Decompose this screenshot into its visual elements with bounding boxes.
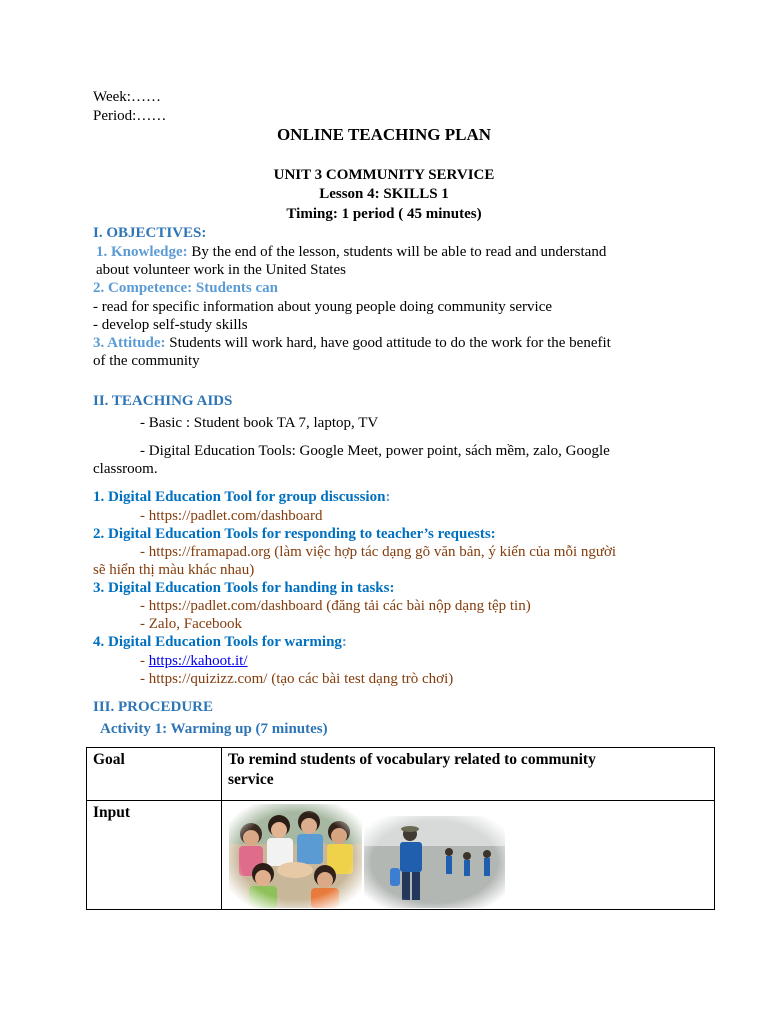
knowledge-text: By the end of the lesson, students will be able to read and understand (187, 244, 607, 260)
week-line: Week:…… (93, 89, 161, 105)
attitude-label: 3. Attitude: (93, 335, 166, 351)
timing-line: Timing: 1 period ( 45 minutes) (286, 206, 482, 222)
teaching-aids-heading: II. TEACHING AIDS (93, 393, 233, 409)
knowledge-line (96, 243, 606, 261)
volunteer-cleanup-photo (364, 816, 505, 908)
input-label: Input (93, 804, 131, 821)
children-group-image (229, 804, 362, 908)
page-title: ONLINE TEACHING PLAN (276, 125, 492, 144)
responding-heading: 2. Digital Education Tools for responding to teacher’s requests: (93, 526, 496, 542)
attitude-text: Students will work hard, have good attitude to do the work for the benefit (165, 335, 611, 351)
children-group-photo (229, 804, 362, 908)
table-row (87, 748, 715, 801)
kahoot-link[interactable]: https://kahoot.it/ (148, 653, 248, 669)
competence-label: 2. Competence: Students can (93, 280, 278, 296)
handing-in-item-1: - https://padlet.com/dashboard (đăng tải các bài nộp dạng tệp tin) (140, 598, 531, 614)
handing-in-heading: 3. Digital Education Tools for handing in tasks: (93, 580, 395, 596)
group-discussion-colon: : (385, 489, 391, 505)
goal-content-line-1: To remind students of vocabulary related to community (228, 751, 596, 768)
period-line: Period:…… (93, 108, 167, 124)
responding-item: - https://framapad.org (làm việc hợp tác dạng gõ văn bản, ý kiến của mỗi người (140, 544, 617, 560)
goal-label: Goal (93, 751, 125, 768)
warming-heading (93, 633, 347, 651)
handing-in-item-2: - Zalo, Facebook (140, 616, 243, 632)
attitude-line (93, 334, 611, 352)
basic-aids-line: - Basic : Student book TA 7, laptop, TV (140, 415, 379, 431)
warming-title: 4. Digital Education Tools for warming (93, 634, 342, 650)
group-discussion-item: - https://padlet.com/dashboard (140, 508, 323, 524)
goal-content-line-2: service (228, 771, 274, 788)
knowledge-text-cont: about volunteer work in the United States (96, 262, 346, 278)
lesson-title: Lesson 4: SKILLS 1 (319, 186, 449, 202)
competence-item-2: - develop self-study skills (93, 317, 248, 333)
procedure-heading: III. PROCEDURE (93, 699, 214, 715)
goal-label-cell (87, 748, 222, 801)
digital-tools-cont: classroom. (93, 461, 158, 477)
goal-content-cell (222, 748, 715, 801)
volunteer-cleanup-image (364, 816, 505, 908)
unit-title: UNIT 3 COMMUNITY SERVICE (273, 167, 495, 183)
warming-dash: - (140, 653, 149, 669)
input-label-cell (87, 801, 222, 910)
digital-tools-line: - Digital Education Tools: Google Meet, power point, sách mềm, zalo, Google (140, 443, 610, 459)
group-discussion-title: 1. Digital Education Tool for group discussion (93, 489, 386, 505)
activity-heading: Activity 1: Warming up (7 minutes) (100, 721, 328, 737)
competence-item-1: - read for specific information about young people doing community service (93, 299, 553, 315)
knowledge-label: 1. Knowledge: (96, 244, 188, 260)
group-discussion-heading (93, 488, 390, 506)
objectives-heading: I. OBJECTIVES: (93, 225, 207, 241)
warming-colon: : (341, 634, 347, 650)
responding-item-cont: sẽ hiển thị màu khác nhau) (93, 562, 255, 578)
warming-item-2: - https://quizizz.com/ (tạo các bài test dạng trò chơi) (140, 671, 454, 687)
warming-item-1 (140, 652, 248, 670)
attitude-text-cont: of the community (93, 353, 200, 369)
